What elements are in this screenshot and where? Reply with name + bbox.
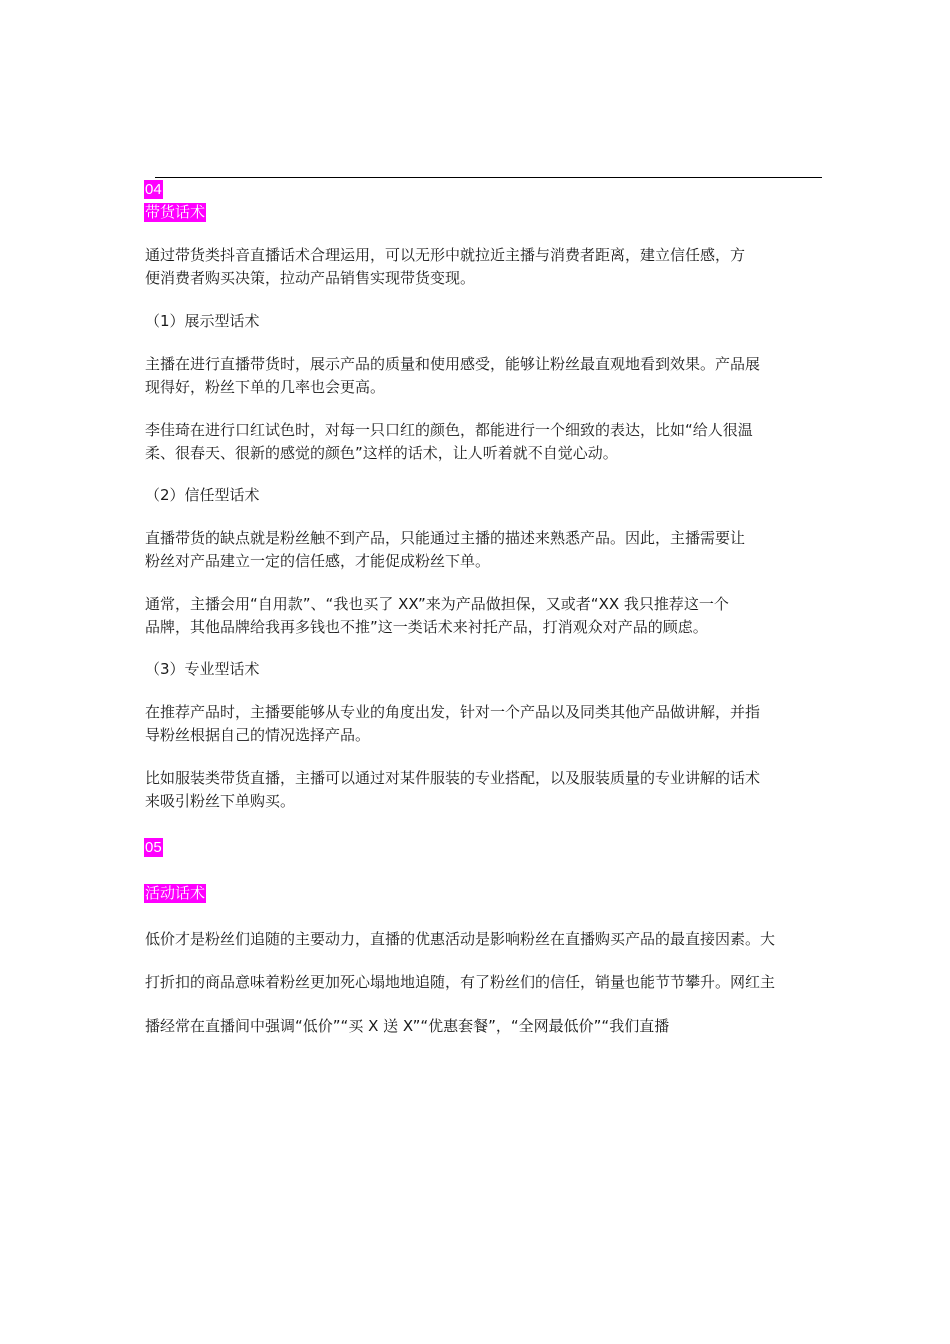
text-line: 在推荐产品时，主播要能够从专业的角度出发，针对一个产品以及同类其他产品做讲解，并指: [145, 703, 761, 721]
text-line: 现得好，粉丝下单的几率也会更高。: [145, 378, 386, 396]
subheading-trust-script: （2）信任型话术: [145, 486, 260, 504]
text-line: 通过带货类抖音直播话术合理运用，可以无形中就拉近主播与消费者距离，建立信任感，方: [145, 246, 746, 264]
display-script-paragraph-2: [145, 419, 815, 465]
section-05-number: 05: [145, 839, 162, 856]
text-line: 通常，主播会用“自用款”、“我也买了 XX”来为产品做担保，又或者“XX 我只推荐这一个: [145, 595, 729, 613]
text-line: 比如服装类带货直播，主播可以通过对某件服装的专业搭配，以及服装质量的专业讲解的话术: [145, 769, 761, 787]
display-script-paragraph-1: [145, 353, 815, 399]
section-05-title: 活动话术: [145, 884, 206, 902]
trust-script-paragraph-2: [145, 593, 815, 639]
text-line: 柔、很春天、很新的感觉的颜色”这样的话术，让人听着就不自觉心动。: [145, 444, 618, 462]
activity-script-line-3: 播经常在直播间中强调“低价”“买 X 送 X”“优惠套餐”，“全网最低价”“我们直播: [145, 1017, 670, 1035]
activity-script-line-1: 低价才是粉丝们追随的主要动力，直播的优惠活动是影响粉丝在直播购买产品的最直接因素。大: [145, 930, 776, 948]
text-line: 粉丝对产品建立一定的信任感，才能促成粉丝下单。: [145, 552, 491, 570]
subheading-professional-script: （3）专业型话术: [145, 660, 260, 678]
section-04-number: 04: [145, 181, 162, 198]
professional-script-paragraph-1: [145, 701, 815, 747]
text-line: 直播带货的缺点就是粉丝触不到产品，只能通过主播的描述来熟悉产品。因此，主播需要让: [145, 529, 746, 547]
text-line: 主播在进行直播带货时，展示产品的质量和使用感受，能够让粉丝最直观地看到效果。产品展: [145, 355, 761, 373]
professional-script-paragraph-2: [145, 767, 815, 813]
activity-script-line-2: 打折扣的商品意味着粉丝更加死心塌地地追随，有了粉丝们的信任，销量也能节节攀升。网红主: [145, 973, 776, 991]
text-line: 便消费者购买决策，拉动产品销售实现带货变现。: [145, 269, 476, 287]
text-line: 来吸引粉丝下单购买。: [145, 792, 296, 810]
trust-script-paragraph-1: [145, 527, 815, 573]
text-line: 品牌，其他品牌给我再多钱也不推”这一类话术来衬托产品，打消观众对产品的顾虑。: [145, 618, 708, 636]
text-line: 导粉丝根据自己的情况选择产品。: [145, 726, 371, 744]
header-rule: [155, 177, 822, 178]
section-04-title: 带货话术: [145, 203, 206, 221]
section-04-intro: [145, 244, 815, 290]
text-line: 李佳琦在进行口红试色时，对每一只口红的颜色，都能进行一个细致的表达，比如“给人很温: [145, 421, 753, 439]
subheading-display-script: （1）展示型话术: [145, 312, 260, 330]
